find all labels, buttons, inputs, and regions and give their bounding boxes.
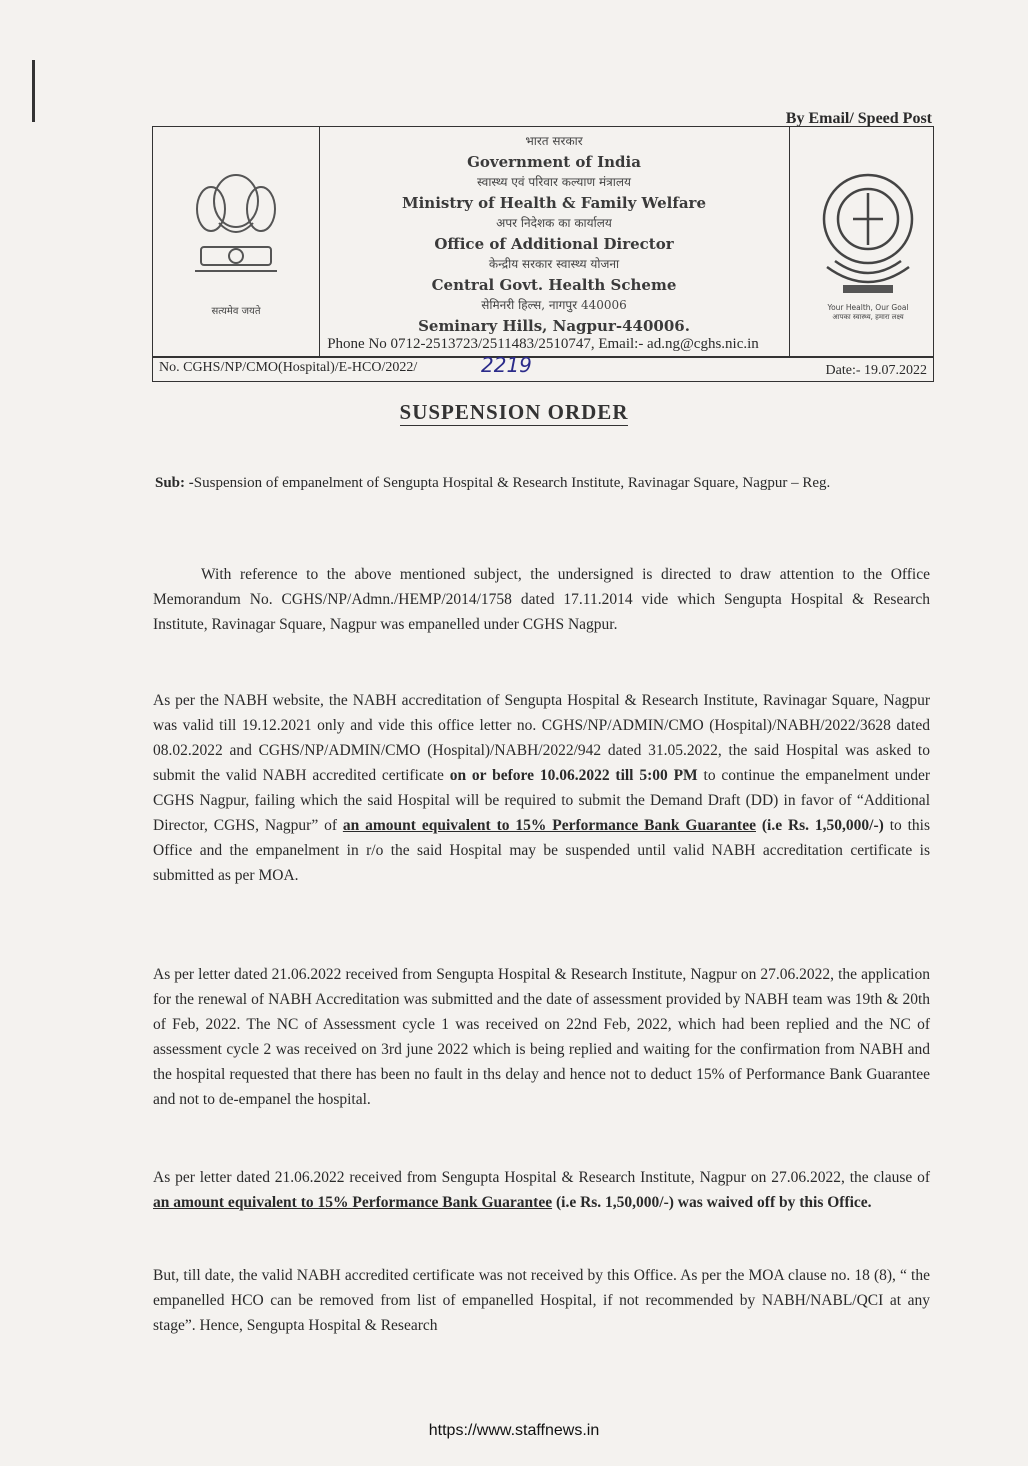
hindi-line-3: अपर निदेशक का कार्यालय	[496, 216, 612, 230]
subject	[155, 472, 931, 494]
paragraph-3: As per letter dated 21.06.2022 received from Sengupta Hospital & Research Institute, Nagpur on 27.06.2022, the application for the renewal of NABH Accreditation was submitted and the date of assessment provided by NABH team was 19th & 20th of Feb, 2022. The NC of Assessment cycle 1 was received on 22nd Feb, 2022, which had been replied and the NC of assessment cycle 2 was received on 3rd june 2022 which is being replied and waiting for the confirmation from NABH and the hospital requested that there has been no fault in ths delay and hence not to deduct 15% of Performance Bank Guarantee and not to de-empanel the hospital.	[153, 966, 930, 1108]
hindi-line-1: भारत सरकार	[525, 134, 583, 148]
letterhead-text	[319, 127, 789, 336]
letterhead-box	[152, 126, 934, 358]
govt-of-india: Government of India	[467, 152, 641, 171]
cghs-logo	[813, 157, 923, 327]
delivery-mode: By Email/ Speed Post	[785, 110, 932, 127]
emblem-motto: सत्यमेव जयते	[211, 306, 261, 317]
scheme-name: Central Govt. Health Scheme	[431, 275, 677, 294]
office-name: Office of Additional Director	[434, 234, 674, 253]
subject-label: Sub: -	[155, 475, 194, 491]
contact-line: Phone No 0712-2513723/2511483/2510747, Email:- ad.ng@cghs.nic.in	[327, 336, 759, 352]
logo-tagline: Your Health, Our Goal	[827, 303, 909, 312]
office-address: Seminary Hills, Nagpur-440006.	[418, 316, 690, 335]
ministry-name: Ministry of Health & Family Welfare	[402, 193, 706, 212]
reference-number: No. CGHS/NP/CMO(Hospital)/E-HCO/2022/	[159, 360, 418, 375]
reference-row	[152, 353, 934, 382]
paragraph-5: But, till date, the valid NABH accredited certificate was not received by this Office. As per the MOA clause no. 18 (8), “ the empanelled HCO can be removed from list of empanelled Hospital, if not recommended by NABH/NABL/QCI at any stage”. Hence, Sengupta Hospital & Research	[153, 1267, 930, 1334]
hindi-line-2: स्वास्थ्य एवं परिवार कल्याण मंत्रालय	[476, 175, 631, 189]
order-title: SUSPENSION ORDER	[399, 400, 629, 424]
paragraph-2: As per the NABH website, the NABH accreditation of Sengupta Hospital & Research Institute, Ravinagar Square, Nagpur was valid till 19.12.2021 only and vide this office letter no. CGHS/NP/ADMIN/CMO (Hospital)/NABH/2022/3628 dated 08.02.2022 and CGHS/NP/ADMIN/CMO (Hospital)/NABH/2022/942 dated 31.05.2022, the said Hospital was asked to submit the valid NABH accredited certificate on or before 10.06.2022 till 5:00 PM to continue the empanelment under CGHS Nagpur, failing which the said Hospital will be required to submit the Demand Draft (DD) in favor of “Additional Director, CGHS, Nagpur” of an amount equivalent to 15% Performance Bank Guarantee (i.e Rs. 1,50,000/-) to this Office and the empanelment in r/o the said Hospital may be suspended until valid NABH accreditation certificate is submitted as per MOA.	[153, 692, 931, 884]
margin-mark	[32, 60, 35, 122]
order-date: Date:- 19.07.2022	[825, 363, 927, 378]
hindi-line-5: सेमिनरी हिल्स, नागपुर 440006	[481, 298, 627, 312]
paragraph-1: With reference to the above mentioned subject, the undersigned is directed to draw attention to the Office Memorandum No. CGHS/NP/Admn./HEMP/2014/1758 dated 17.11.2014 vide which Sengupta Hospital & Research Institute, Ravinagar Square, Nagpur was empanelled under CGHS Nagpur.	[153, 566, 930, 633]
national-emblem	[181, 161, 291, 317]
subject-text: Suspension of empanelment of Sengupta Hospital & Research Institute, Ravinagar Square, Nagpur – Reg.	[193, 475, 831, 491]
footer-url[interactable]: https://www.staffnews.in	[428, 1422, 600, 1439]
paragraph-4: As per letter dated 21.06.2022 received from Sengupta Hospital & Research Institute, Nagpur on 27.06.2022, the clause of an amount equivalent to 15% Performance Bank Guarantee (i.e Rs. 1,50,000/-) was waived off by this Office.	[153, 1169, 930, 1211]
logo-tagline-hindi: आपका स्वास्थ्य, हमारा लक्ष्य	[832, 313, 904, 321]
handwritten-number: 2219	[481, 353, 532, 377]
hindi-line-4: केन्द्रीय सरकार स्वास्थ्य योजना	[488, 257, 620, 271]
